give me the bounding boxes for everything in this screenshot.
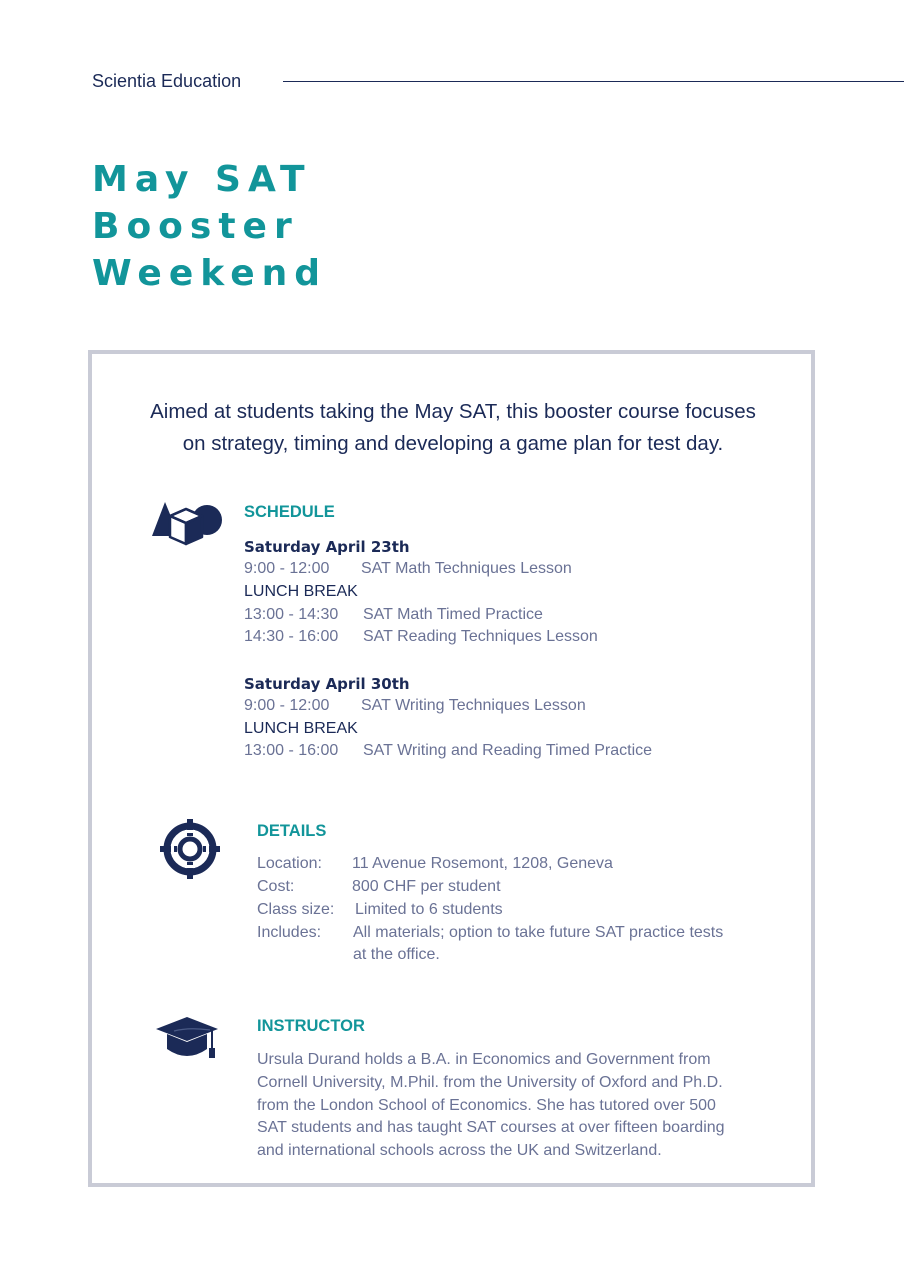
target-icon <box>160 819 220 879</box>
intro-line: Aimed at students taking the May SAT, this booster course focuses <box>150 400 756 423</box>
schedule-time: 13:00 - 14:30 <box>244 606 339 623</box>
schedule-row <box>244 628 598 646</box>
intro-text <box>112 396 794 460</box>
lunch-break: LUNCH BREAK <box>244 720 358 737</box>
org-name: Scientia Education <box>92 71 242 91</box>
bio-line: SAT students and has taught SAT courses at over fifteen boarding <box>257 1119 725 1137</box>
details-value: 11 Avenue Rosemont, 1208, Geneva <box>352 855 613 872</box>
details-row <box>257 924 724 942</box>
schedule-time: 14:30 - 16:00 <box>244 628 339 645</box>
schedule-row <box>244 742 653 760</box>
details-value: Limited to 6 students <box>355 901 503 918</box>
intro-line: on strategy, timing and developing a game plan for test day. <box>182 432 724 455</box>
instructor-heading: INSTRUCTOR <box>257 1017 365 1035</box>
title-line: May SAT <box>92 159 312 200</box>
title-line: Weekend <box>92 253 328 294</box>
day-title: Saturday April 23th <box>244 538 410 556</box>
details-label: Cost: <box>257 878 295 895</box>
bio-line: Ursula Durand holds a B.A. in Economics and Government from <box>257 1051 711 1068</box>
bio-line: and international schools across the UK and Switzerland. <box>257 1142 662 1160</box>
header-rule <box>283 81 904 82</box>
schedule-activity: SAT Writing and Reading Timed Practice <box>363 742 653 759</box>
schedule-time: 9:00 - 12:00 <box>244 697 330 714</box>
schedule-heading: SCHEDULE <box>244 503 335 521</box>
schedule-activity: SAT Math Techniques Lesson <box>361 560 572 577</box>
details-row <box>257 855 613 873</box>
schedule-row <box>244 697 586 715</box>
details-label: Location: <box>257 855 322 872</box>
schedule-row <box>244 560 572 578</box>
details-row <box>257 878 501 896</box>
details-heading: DETAILS <box>257 822 327 840</box>
schedule-time: 13:00 - 16:00 <box>244 742 339 759</box>
schedule-time: 9:00 - 12:00 <box>244 560 330 577</box>
page-title <box>92 156 327 297</box>
lunch-break: LUNCH BREAK <box>244 583 358 600</box>
graduation-cap-icon <box>154 1015 220 1063</box>
details-label: Includes: <box>257 924 322 941</box>
schedule-activity: SAT Writing Techniques Lesson <box>361 697 586 714</box>
title-line: Booster <box>92 206 299 247</box>
bio-line: from the London School of Economics. She has tutored over 500 <box>257 1096 716 1114</box>
schedule-activity: SAT Math Timed Practice <box>363 606 543 623</box>
bio-line: Cornell University, M.Phil. from the University of Oxford and Ph.D. <box>257 1073 723 1091</box>
shapes-icon <box>152 500 224 550</box>
schedule-activity: SAT Reading Techniques Lesson <box>363 628 598 645</box>
details-row <box>257 901 503 919</box>
day-title: Saturday April 30th <box>244 675 410 693</box>
instructor-bio <box>257 1049 797 1163</box>
details-value: All materials; option to take future SAT practice tests <box>353 924 724 941</box>
details-label: Class size: <box>257 901 335 918</box>
details-value: at the office. <box>353 946 440 963</box>
details-value: 800 CHF per student <box>352 878 501 895</box>
schedule-row <box>244 606 543 624</box>
